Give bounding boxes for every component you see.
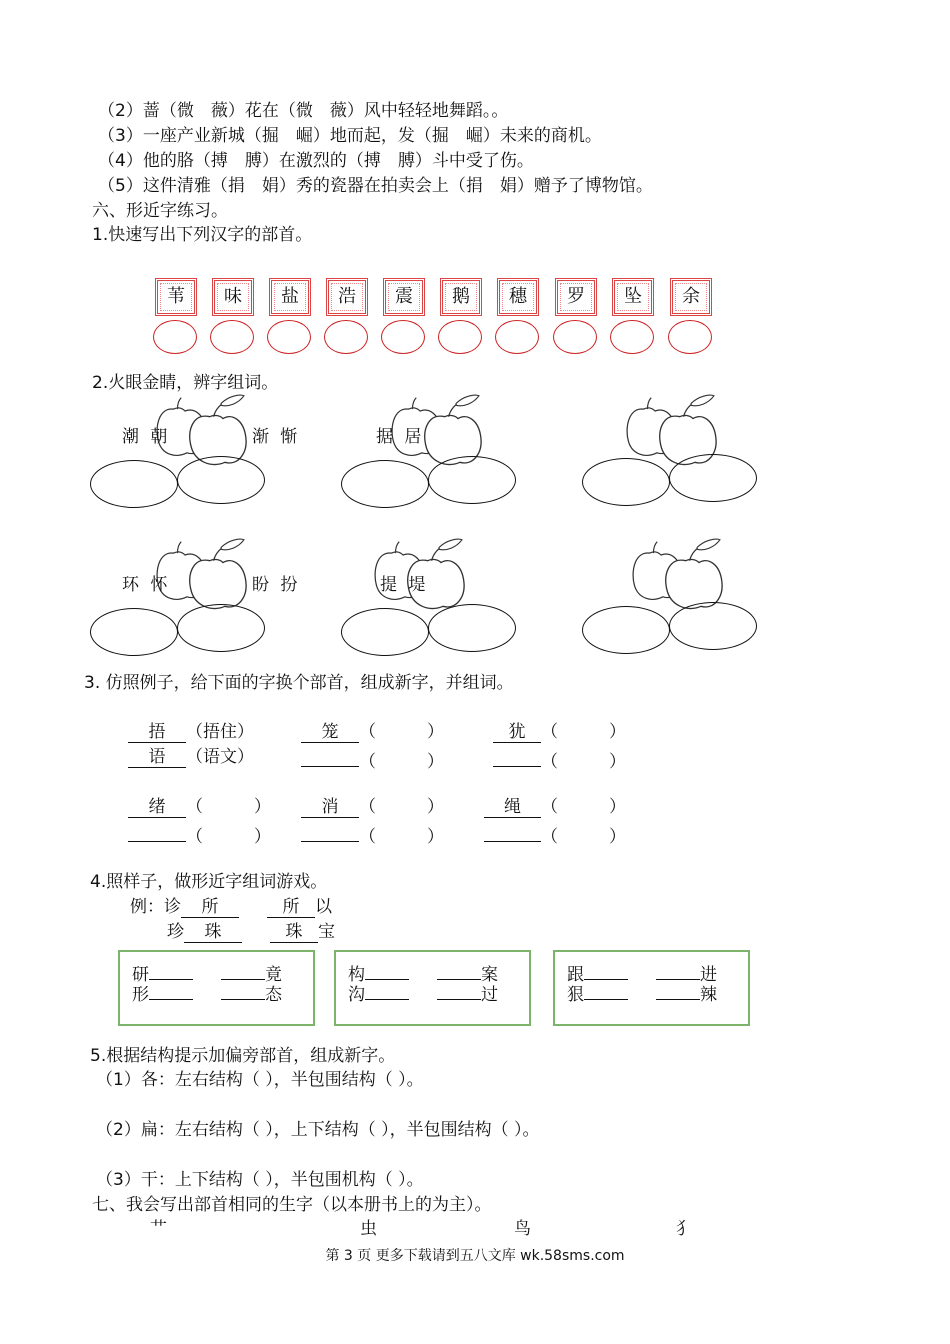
game-char: 竟 xyxy=(265,965,282,985)
game-char: 跟 xyxy=(567,965,584,985)
exchange-row xyxy=(301,821,444,848)
answer-ellipse[interactable] xyxy=(177,456,265,504)
game-example-tail: 以 xyxy=(315,897,332,917)
game-blank[interactable] xyxy=(221,962,265,980)
answer-ellipse[interactable] xyxy=(428,604,516,652)
char-pair: 据 居 xyxy=(376,427,425,447)
answer-ellipse[interactable] xyxy=(669,454,757,502)
game-blank[interactable] xyxy=(437,962,481,980)
section-6-heading: 六、形近字练习。 xyxy=(92,201,228,221)
radical-answer-circle[interactable] xyxy=(553,320,597,354)
game-blank[interactable] xyxy=(584,962,628,980)
game-example-word: 所 xyxy=(267,897,315,918)
game-char: 形 xyxy=(132,985,149,1005)
game-blank[interactable] xyxy=(221,982,265,1000)
exchange-row xyxy=(493,721,626,743)
structure-question: （1）各：左右结构（ ），半包围结构（ ）。 xyxy=(96,1070,424,1090)
line-q3: （3）一座产业新城（掘 崛）地而起，发（掘 崛）未来的商机。 xyxy=(98,126,602,146)
exchange-row xyxy=(301,796,444,818)
answer-ellipse[interactable] xyxy=(177,604,265,652)
game-blank[interactable] xyxy=(365,982,409,1000)
structure-question: （2）扁：左右结构（ ），上下结构（ ），半包围结构（ ）。 xyxy=(96,1120,540,1140)
radical-answer-circle[interactable] xyxy=(668,320,712,354)
radical-answer-circle[interactable] xyxy=(324,320,368,354)
game-example-tail: 宝 xyxy=(318,922,335,942)
exchange-row xyxy=(484,796,626,818)
exchange-paren: （ ） xyxy=(541,722,626,742)
game-example-row xyxy=(167,921,335,943)
radical-answer-circle[interactable] xyxy=(210,320,254,354)
game-box xyxy=(553,950,750,1026)
answer-ellipse[interactable] xyxy=(90,460,178,508)
subsection-2-heading: 2.火眼金睛，辨字组词。 xyxy=(92,373,279,393)
game-example-word: 珠 xyxy=(184,922,242,943)
exchange-blank[interactable] xyxy=(301,746,359,767)
answer-ellipse[interactable] xyxy=(669,602,757,650)
section-7-heading: 七、我会写出部首相同的生字（以本册书上的为主）。 xyxy=(92,1195,492,1215)
exchange-char: 绪 xyxy=(128,797,186,818)
answer-ellipse[interactable] xyxy=(582,606,670,654)
char-pair: 环 怀 xyxy=(122,575,171,595)
radical-answer-circle[interactable] xyxy=(438,320,482,354)
exchange-char: 犹 xyxy=(493,722,541,743)
exchange-paren: （ ） xyxy=(359,722,444,742)
game-char: 案 xyxy=(481,965,498,985)
game-blank[interactable] xyxy=(149,962,193,980)
radical-char-box: 罗 xyxy=(555,278,597,316)
game-char: 辣 xyxy=(700,985,717,1005)
exchange-example-word: （语文） xyxy=(186,747,254,767)
exchange-row xyxy=(301,746,444,773)
exchange-row xyxy=(128,796,271,818)
radical-head: 鸟 xyxy=(514,1219,531,1239)
subsection-4-heading: 4.照样子，做形近字组词游戏。 xyxy=(90,872,328,892)
exchange-example-char: 语 xyxy=(128,747,186,768)
radical-answer-circle[interactable] xyxy=(267,320,311,354)
line-q4: （4）他的胳（搏 膊）在激烈的（搏 膊）斗中受了伤。 xyxy=(98,151,534,171)
game-char: 构 xyxy=(348,965,365,985)
radical-answer-circle[interactable] xyxy=(381,320,425,354)
answer-ellipse[interactable] xyxy=(90,608,178,656)
exchange-blank[interactable] xyxy=(301,821,359,842)
radical-head: 艹 xyxy=(150,1219,167,1239)
apple-illustration xyxy=(626,536,736,612)
exchange-example-char: 捂 xyxy=(128,722,186,743)
subsection-3-heading: 3. 仿照例子，给下面的字换个部首，组成新字，并组词。 xyxy=(84,673,514,693)
radical-char-box: 穗 xyxy=(497,278,539,316)
exchange-paren: （ ） xyxy=(359,797,444,817)
game-char: 沟 xyxy=(348,985,365,1005)
game-example-word: 所 xyxy=(181,897,239,918)
char-pair: 盼 扮 xyxy=(252,575,301,595)
exchange-paren: （ ） xyxy=(359,752,444,772)
radical-head: 犭 xyxy=(676,1219,693,1239)
radical-char-box: 坠 xyxy=(612,278,654,316)
game-blank[interactable] xyxy=(656,982,700,1000)
subsection-5-heading: 5.根据结构提示加偏旁部首，组成新字。 xyxy=(90,1046,396,1066)
exchange-char: 绳 xyxy=(484,797,541,818)
game-blank[interactable] xyxy=(584,982,628,1000)
radical-char-box: 震 xyxy=(383,278,425,316)
exchange-blank[interactable] xyxy=(128,821,186,842)
exchange-paren: （ ） xyxy=(359,827,444,847)
char-pair: 渐 惭 xyxy=(252,427,301,447)
line-q2: （2）蔷（微 薇）花在（微 薇）风中轻轻地舞蹈。。 xyxy=(98,101,509,121)
exchange-paren: （ ） xyxy=(541,752,626,772)
radical-answer-circle[interactable] xyxy=(610,320,654,354)
game-box xyxy=(334,950,531,1026)
answer-ellipse[interactable] xyxy=(582,458,670,506)
game-char: 过 xyxy=(481,985,498,1005)
exchange-blank[interactable] xyxy=(493,746,541,767)
game-blank[interactable] xyxy=(365,962,409,980)
exchange-row xyxy=(301,721,444,743)
radical-char-box: 盐 xyxy=(269,278,311,316)
game-example-row xyxy=(130,896,332,918)
page-footer: 第 3 页 更多下载请到五八文库 wk.58sms.com xyxy=(325,1248,625,1264)
game-example-char: 诊 xyxy=(164,897,181,917)
game-blank[interactable] xyxy=(149,982,193,1000)
answer-ellipse[interactable] xyxy=(341,608,429,656)
radical-answer-circle[interactable] xyxy=(495,320,539,354)
answer-ellipse[interactable] xyxy=(428,456,516,504)
exchange-row xyxy=(128,721,254,743)
radical-head: 虫 xyxy=(360,1219,377,1239)
exchange-paren: （ ） xyxy=(186,827,271,847)
exchange-row xyxy=(128,821,271,848)
exchange-row xyxy=(128,746,254,768)
game-box xyxy=(118,950,315,1026)
exchange-row xyxy=(484,821,626,848)
exchange-char: 消 xyxy=(301,797,359,818)
char-pair: 提 堤 xyxy=(380,575,429,595)
game-char: 狠 xyxy=(567,985,584,1005)
game-example-char: 珍 xyxy=(167,922,184,942)
answer-ellipse[interactable] xyxy=(341,460,429,508)
structure-question: （3）干：上下结构（ ），半包围机构（ ）。 xyxy=(96,1170,424,1190)
radical-char-box: 鹅 xyxy=(440,278,482,316)
exchange-blank[interactable] xyxy=(484,821,541,842)
subsection-1-heading: 1.快速写出下列汉字的部首。 xyxy=(92,225,313,245)
game-blank[interactable] xyxy=(437,982,481,1000)
char-pair: 潮 朝 xyxy=(122,427,171,447)
radical-char-box: 苇 xyxy=(155,278,197,316)
line-q5: （5）这件清雅（捐 娟）秀的瓷器在拍卖会上（捐 娟）赠予了博物馆。 xyxy=(98,176,653,196)
exchange-char: 笼 xyxy=(301,722,359,743)
game-example-label: 例： xyxy=(130,897,164,917)
exchange-paren: （ ） xyxy=(541,797,626,817)
game-example-word: 珠 xyxy=(270,922,318,943)
radical-char-box: 味 xyxy=(212,278,254,316)
game-blank[interactable] xyxy=(656,962,700,980)
exchange-paren: （ ） xyxy=(186,797,271,817)
game-char: 研 xyxy=(132,965,149,985)
exchange-paren: （ ） xyxy=(541,827,626,847)
exchange-row xyxy=(493,746,626,773)
game-char: 进 xyxy=(700,965,717,985)
radical-answer-circle[interactable] xyxy=(153,320,197,354)
exchange-example-word: （捂住） xyxy=(186,722,254,742)
game-char: 态 xyxy=(265,985,282,1005)
radical-char-box: 余 xyxy=(670,278,712,316)
radical-char-box: 浩 xyxy=(326,278,368,316)
